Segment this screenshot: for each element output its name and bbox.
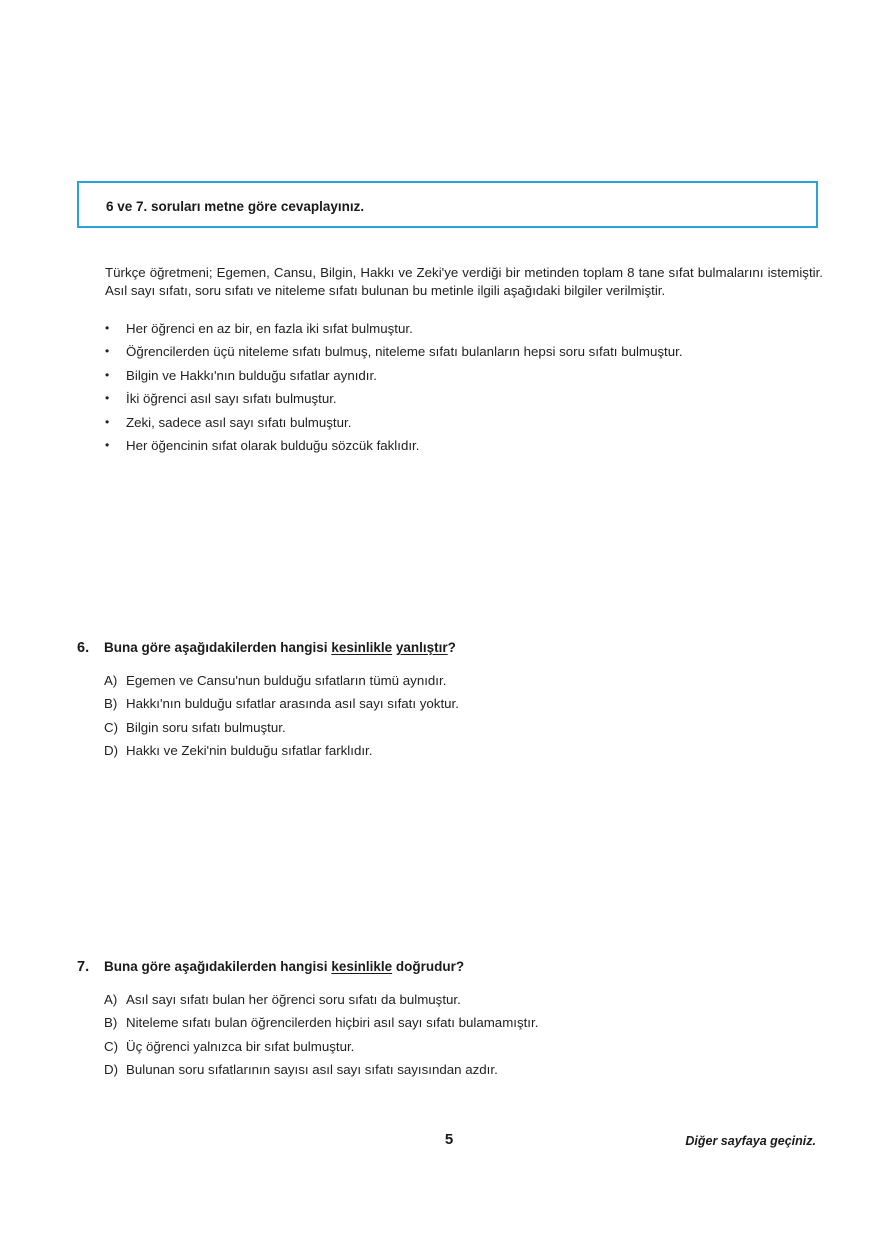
option-text: Hakkı ve Zeki'nin bulduğu sıfatlar farklıdır. [126, 743, 373, 759]
answer-options [104, 672, 837, 766]
answer-options [104, 991, 837, 1085]
answer-option-a[interactable] [104, 991, 837, 1014]
question-7 [77, 959, 837, 1085]
stem-emphasis: kesinlikle [331, 959, 393, 974]
stem-prefix: Buna göre aşağıdakilerden hangisi [104, 640, 332, 655]
question-number: 6. [77, 640, 90, 656]
option-letter: B) [104, 696, 118, 712]
bullet-text: Bilgin ve Hakkı'nın bulduğu sıfatlar aynıdır. [126, 367, 377, 383]
stem-prefix: Buna göre aşağıdakilerden hangisi [104, 959, 332, 974]
bullet-icon: • [105, 414, 110, 429]
option-letter: A) [104, 673, 118, 688]
option-letter: A) [104, 992, 118, 1007]
option-text: Egemen ve Cansu'nun bulduğu sıfatların tümü aynıdır. [126, 673, 447, 688]
option-text: Niteleme sıfatı bulan öğrencilerden hiçbiri asıl sayı sıfatı bulamamıştır. [126, 1015, 539, 1031]
page-number: 5 [444, 1131, 454, 1148]
option-letter: D) [104, 743, 119, 759]
stem-emphasis: kesinlikle [331, 640, 393, 655]
info-bullet-list [105, 320, 683, 460]
option-letter: D) [104, 1062, 119, 1078]
stem-suffix: doğrudur? [392, 959, 465, 974]
list-item [105, 414, 683, 437]
answer-option-d[interactable] [104, 1061, 837, 1084]
list-item [105, 320, 683, 343]
bullet-text: Her öğrenci en az bir, en fazla iki sıfat bulmuştur. [126, 321, 413, 336]
list-item [105, 437, 683, 460]
bullet-text: İki öğrenci asıl sayı sıfatı bulmuştur. [126, 391, 337, 407]
instruction-text: 6 ve 7. soruları metne göre cevaplayınız. [106, 199, 365, 214]
answer-option-c[interactable] [104, 1038, 837, 1061]
option-text: Bulunan soru sıfatlarının sayısı asıl sayı sıfatı sayısından azdır. [126, 1062, 498, 1078]
answer-option-d[interactable] [104, 742, 837, 765]
option-text: Hakkı'nın bulduğu sıfatlar arasında asıl sayı sıfatı yoktur. [126, 696, 459, 712]
answer-option-a[interactable] [104, 672, 837, 695]
bullet-icon: • [105, 367, 110, 382]
bullet-icon: • [105, 391, 110, 406]
bullet-text: Öğrencilerden üçü niteleme sıfatı bulmuş, niteleme sıfatı bulanların hepsi soru sıfatı bulmuştur. [126, 344, 683, 360]
stem-suffix: ? [447, 640, 456, 655]
intro-paragraph: Türkçe öğretmeni; Egemen, Cansu, Bilgin, Hakkı ve Zeki'ye verdiği bir metinden toplam 8 tane sıfat bulmalarını istemiştir. Asıl sayı sıfatı, soru sıfatı ve niteleme sıfatı bulunan bu metinle ilgili aşağıdaki bilgiler verilmiştir. [105, 265, 823, 298]
answer-option-c[interactable] [104, 719, 837, 742]
question-number: 7. [77, 959, 90, 975]
option-letter: C) [104, 1038, 119, 1054]
bullet-text: Her öğencinin sıfat olarak bulduğu sözcük faklıdır. [126, 437, 420, 453]
option-letter: C) [104, 719, 119, 735]
stem-emphasis: yanlıştır [395, 640, 448, 655]
question-text [104, 959, 464, 974]
bullet-text: Zeki, sadece asıl sayı sıfatı bulmuştur. [126, 414, 352, 430]
next-page-note: Diğer sayfaya geçiniz. [685, 1134, 816, 1148]
option-text: Asıl sayı sıfatı bulan her öğrenci soru sıfatı da bulmuştur. [126, 992, 461, 1007]
bullet-icon: • [105, 437, 110, 452]
list-item [105, 367, 683, 390]
question-stem [77, 640, 837, 656]
answer-option-b[interactable] [104, 695, 837, 718]
option-text: Bilgin soru sıfatı bulmuştur. [126, 719, 286, 735]
answer-option-b[interactable] [104, 1014, 837, 1037]
question-text [104, 640, 456, 655]
option-letter: B) [104, 1015, 118, 1031]
instruction-box [77, 181, 818, 228]
question-6 [77, 640, 837, 766]
bullet-icon: • [105, 344, 110, 359]
list-item [105, 343, 683, 366]
option-text: Üç öğrenci yalnızca bir sıfat bulmuştur. [126, 1038, 355, 1054]
list-item [105, 390, 683, 413]
question-stem [77, 959, 837, 975]
bullet-icon: • [105, 321, 110, 335]
